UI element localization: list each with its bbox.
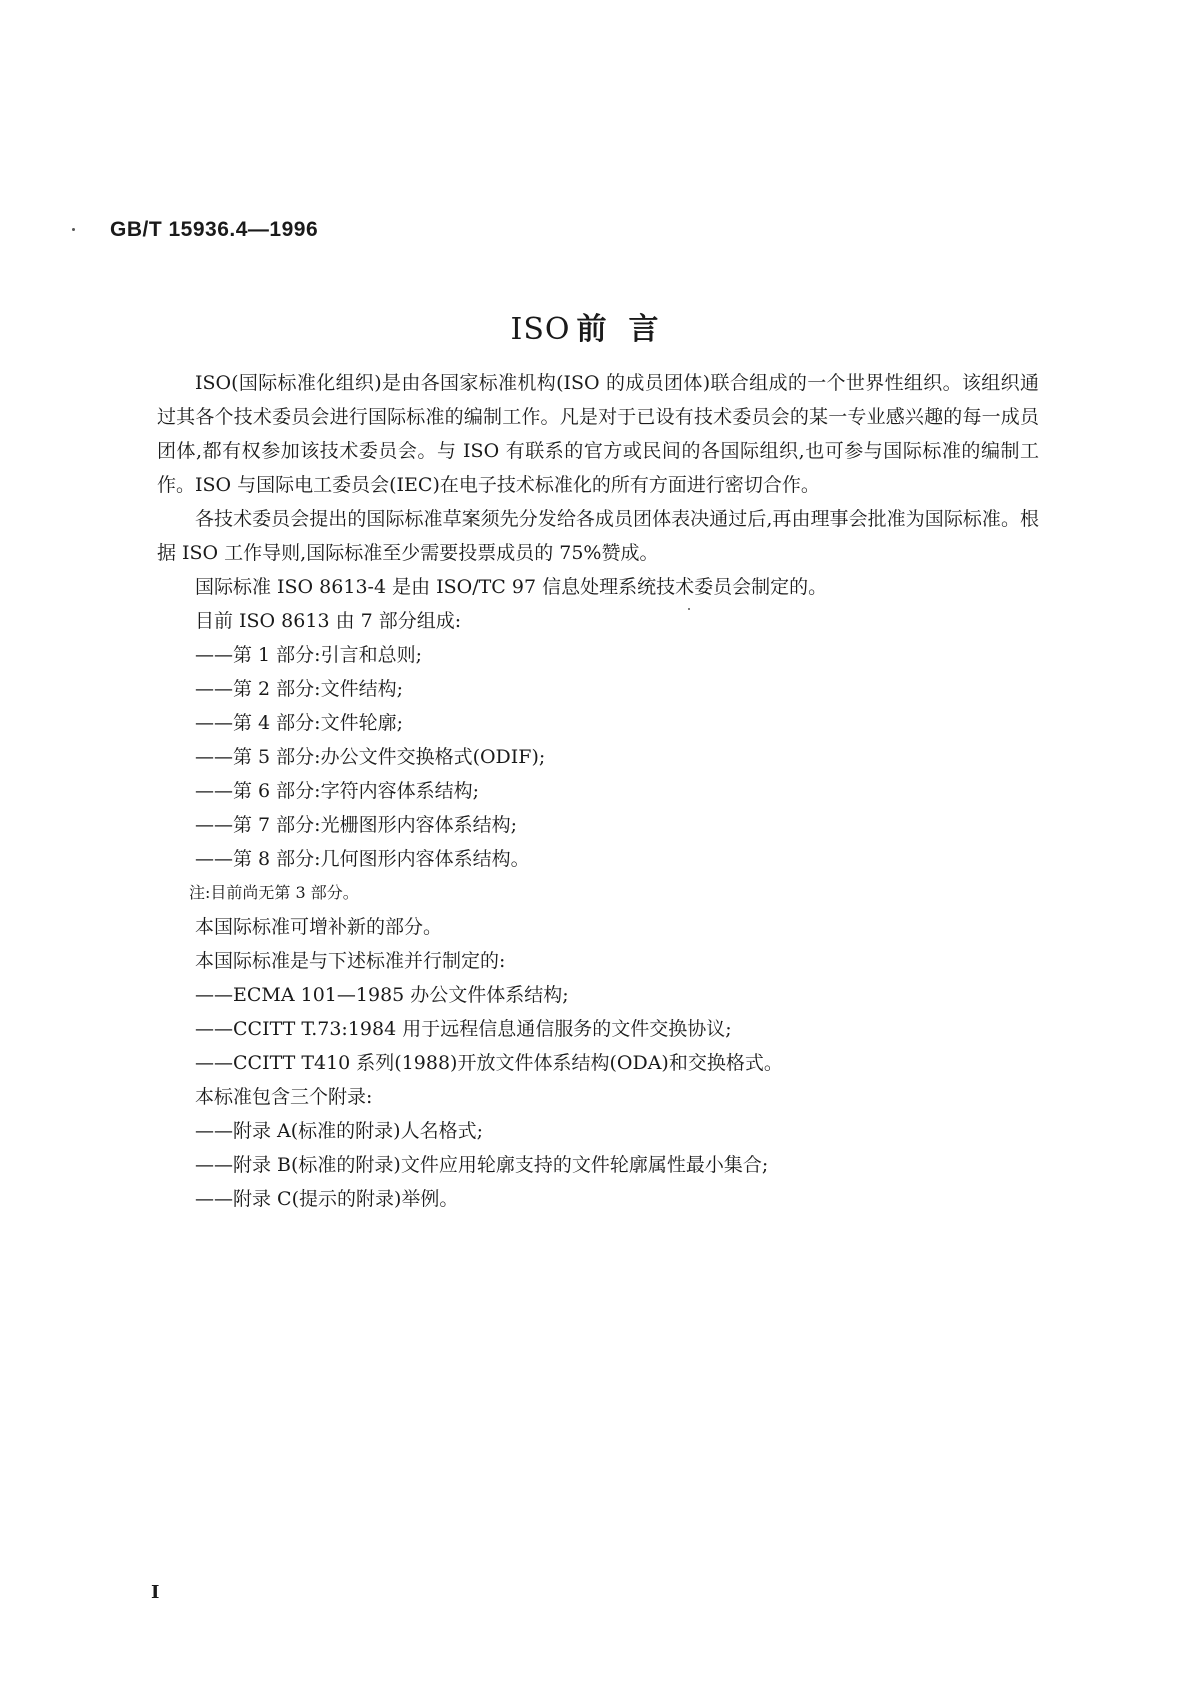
title-main: 前言 [576,312,681,347]
standard-number-header: GB/T 15936.4—1996 [110,218,319,241]
list-item-parallel-standard: ——ECMA 101—1985 办公文件体系结构; [195,984,569,1006]
list-item-part: ——第 5 部分:办公文件交换格式(ODIF); [195,746,546,768]
page-title [0,304,1191,348]
paragraph-iso-intro: ISO(国际标准化组织)是由各国家标准机构(ISO 的成员团体)联合组成的一个世界性组织。该组织通过其各个技术委员会进行国际标准的编制工作。凡是对于已设有技术委员会的某一专业感兴趣的每一成员团体,都有权参加该技术委员会。与 ISO 有联系的官方或民间的各国际组织,也可参与国际标准的编制工作。ISO 与国际电工委员会(IEC)在电子技术标准化的所有方面进行密切合作。 [157,372,1039,496]
list-item-annex: ——附录 B(标准的附录)文件应用轮廓支持的文件轮廓属性最小集合; [195,1154,769,1176]
list-item-part: ——第 1 部分:引言和总则; [195,644,422,666]
scan-speck [72,228,75,231]
title-prefix: ISO [510,312,571,347]
list-item-parallel-standard: ——CCITT T410 系列(1988)开放文件体系结构(ODA)和交换格式。 [195,1052,783,1074]
list-item-parallel-standard: ——CCITT T.73:1984 用于远程信息通信服务的文件交换协议; [195,1018,732,1040]
list-item-part: ——第 7 部分:光栅图形内容体系结构; [195,814,517,836]
list-item-part: ——第 4 部分:文件轮廓; [195,712,403,734]
annex-intro-line: 本标准包含三个附录: [195,1086,373,1108]
paragraph-approval: 各技术委员会提出的国际标准草案须先分发给各成员团体表决通过后,再由理事会批准为国际标准。根据 ISO 工作导则,国际标准至少需要投票成员的 75%赞成。 [157,508,1039,564]
page-number: I [151,1582,160,1603]
prepared-by-line: 国际标准 ISO 8613-4 是由 ISO/TC 97 信息处理系统技术委员会制定的。 [195,576,828,598]
list-item-part: ——第 6 部分:字符内容体系结构; [195,780,479,802]
note-line: 注:目前尚无第 3 部分。 [189,883,359,902]
parallel-intro-line: 本国际标准是与下述标准并行制定的: [195,950,506,972]
list-item-annex: ——附录 C(提示的附录)举例。 [195,1188,459,1210]
document-body [157,366,1039,1216]
list-item-annex: ——附录 A(标准的附录)人名格式; [195,1120,483,1142]
supplement-line: 本国际标准可增补新的部分。 [195,916,443,938]
list-item-part: ——第 8 部分:几何图形内容体系结构。 [195,848,530,870]
parts-intro-line: 目前 ISO 8613 由 7 部分组成: [195,610,462,632]
list-item-part: ——第 2 部分:文件结构; [195,678,403,700]
scan-speck [688,608,690,610]
